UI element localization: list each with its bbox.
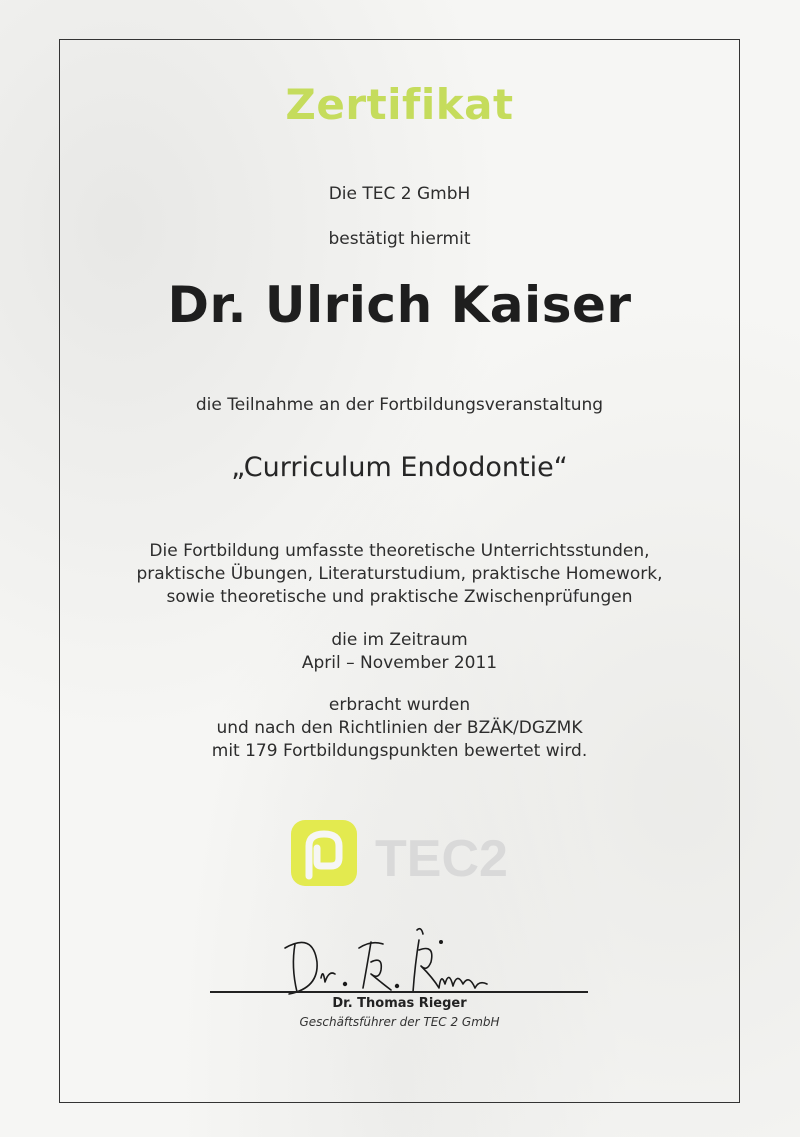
course-name: „Curriculum Endodontie“ xyxy=(231,452,568,483)
issuer-line: Die TEC 2 GmbH xyxy=(328,184,471,204)
description-line: praktische Übungen, Literaturstudium, praktische Homework, xyxy=(136,564,663,584)
signature-line xyxy=(210,991,588,993)
participation-line: die Teilnahme an der Fortbildungsveranstaltung xyxy=(195,395,604,415)
confirms-line: bestätigt hiermit xyxy=(328,229,471,249)
period-line: die im Zeitraum xyxy=(331,630,468,650)
signer-role: Geschäftsführer der TEC 2 GmbH xyxy=(299,1015,500,1029)
tec2-logo-icon xyxy=(291,820,357,886)
closing-line: mit 179 Fortbildungspunkten bewertet wird. xyxy=(211,741,588,761)
description-line: sowie theoretische und praktische Zwischenprüfungen xyxy=(166,587,633,607)
period-line: April – November 2011 xyxy=(301,653,498,673)
certificate-title: Zertifikat xyxy=(285,80,514,129)
description-line: Die Fortbildung umfasste theoretische Unterrichtsstunden, xyxy=(149,541,650,561)
signer-name: Dr. Thomas Rieger xyxy=(332,996,467,1011)
tec2-logo xyxy=(291,820,519,890)
closing-line: und nach den Richtlinien der BZÄK/DGZMK xyxy=(216,718,583,738)
closing-line: erbracht wurden xyxy=(328,695,471,715)
logo-text: TEC2 xyxy=(375,830,508,888)
recipient-name: Dr. Ulrich Kaiser xyxy=(167,276,632,334)
